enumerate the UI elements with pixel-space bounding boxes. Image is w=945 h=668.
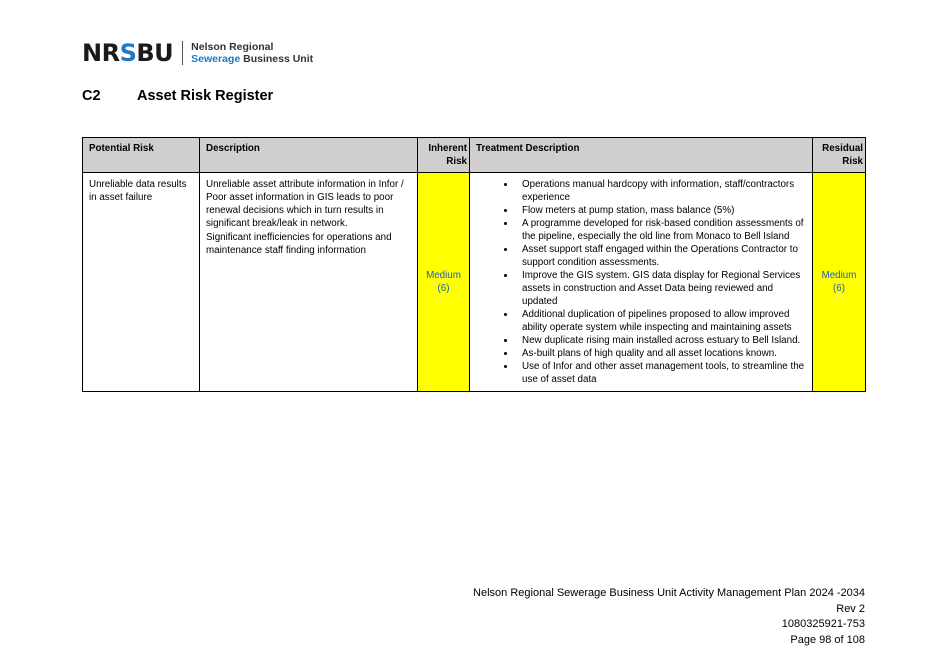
col-header-description: Description	[200, 138, 418, 173]
col-header-inherent-risk: Inherent Risk	[418, 138, 470, 173]
col-header-potential-risk: Potential Risk	[83, 138, 200, 173]
cell-description	[200, 173, 418, 392]
section-heading	[82, 88, 273, 104]
section-title: Asset Risk Register	[137, 88, 274, 104]
logo-wordmark: NRSBU	[82, 39, 174, 67]
treatment-item: • Flow meters at pump station, mass balance (5%)	[516, 204, 806, 217]
footer-page-number: Page 98 of 108	[790, 633, 865, 646]
cell-inherent-risk: Medium (6)	[418, 173, 470, 392]
footer-revision: Rev 2	[836, 602, 865, 615]
col-header-treatment-description: Treatment Description	[470, 138, 813, 173]
treatment-item: • Improve the GIS system. GIS data display for Regional Services assets in construction and Asset Data being reviewed and updated	[516, 269, 806, 308]
nrsbu-logo	[82, 38, 313, 68]
treatment-item: • Use of Infor and other asset management tools, to streamline the use of asset data	[516, 360, 806, 386]
description-paragraph: Unreliable asset attribute information in Infor / Poor asset information in GIS leads to poor renewal decisions which in turn results in significant break/leak in network.	[206, 179, 404, 229]
description-paragraph: Significant inefficiencies for operations and maintenance staff finding information	[206, 232, 392, 256]
logo-divider	[182, 41, 183, 65]
treatment-item: • Operations manual hardcopy with information, staff/contractors experience	[516, 178, 806, 204]
table-row	[83, 173, 866, 392]
footer-document-id: 1080325921-753	[781, 618, 865, 630]
treatment-item: • A programme developed for risk-based condition assessments of the pipeline, especially the old line from Monaco to Bell Island	[516, 217, 806, 243]
cell-potential-risk: Unreliable data results in asset failure	[83, 173, 200, 392]
logo-org-name: Nelson Regional Sewerage Business Unit	[191, 40, 314, 65]
col-header-residual-risk: Residual Risk	[813, 138, 866, 173]
cell-residual-risk: Medium (6)	[813, 173, 866, 392]
treatment-item: • Additional duplication of pipelines proposed to allow improved ability operate system while inspecting and maintaining assets	[516, 308, 806, 334]
page-footer	[473, 586, 865, 648]
treatment-item: • As-built plans of high quality and all asset locations known.	[516, 347, 806, 360]
cell-treatment-description	[470, 173, 813, 392]
asset-risk-register-table	[82, 137, 866, 392]
treatment-item: • New duplicate rising main installed across estuary to Bell Island.	[516, 334, 806, 347]
treatment-list	[476, 178, 806, 386]
footer-plan-title: Nelson Regional Sewerage Business Unit Activity Management Plan 2024 -2034	[473, 587, 865, 599]
table-header-row	[83, 138, 866, 173]
treatment-item: • Asset support staff engaged within the Operations Contractor to support condition assessments.	[516, 243, 806, 269]
section-code: C2	[82, 88, 101, 104]
